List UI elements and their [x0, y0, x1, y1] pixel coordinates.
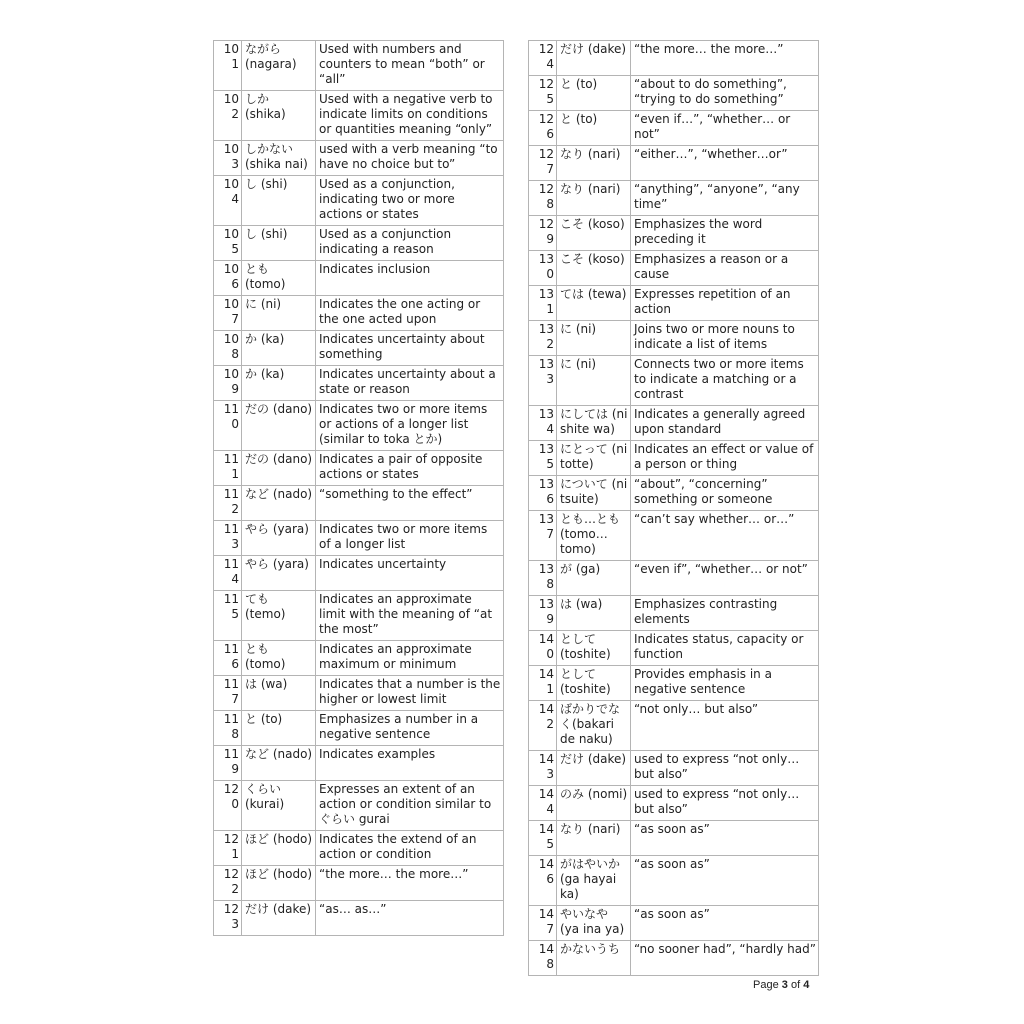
- row-number: 118: [214, 711, 242, 746]
- page-footer: [753, 979, 809, 991]
- meaning-cell: “about to do something”, “trying to do something”: [631, 76, 819, 111]
- table-row: [214, 366, 504, 401]
- meaning-cell: Expresses an extent of an action or condition similar to ぐらい gurai: [316, 781, 504, 831]
- meaning-cell: Joins two or more nouns to indicate a list of items: [631, 321, 819, 356]
- meaning-cell: Indicates an approximate maximum or minimum: [316, 641, 504, 676]
- table-row: [214, 521, 504, 556]
- table-row: [529, 666, 819, 701]
- row-number: 140: [529, 631, 557, 666]
- meaning-cell: Emphasizes a number in a negative sentence: [316, 711, 504, 746]
- meaning-cell: Indicates inclusion: [316, 261, 504, 296]
- meaning-cell: “either…”, “whether…or”: [631, 146, 819, 181]
- particle-cell: やいなや (ya ina ya): [557, 906, 631, 941]
- table-row: [529, 701, 819, 751]
- row-number: 137: [529, 511, 557, 561]
- particle-cell: なり (nari): [557, 821, 631, 856]
- particle-cell: は (wa): [242, 676, 316, 711]
- particle-cell: し (shi): [242, 226, 316, 261]
- meaning-cell: Used with a negative verb to indicate limits on conditions or quantities meaning “only”: [316, 91, 504, 141]
- table-row: [214, 781, 504, 831]
- particle-cell: など (nado): [242, 746, 316, 781]
- particle-cell: だけ (dake): [557, 751, 631, 786]
- meaning-cell: Indicates uncertainty: [316, 556, 504, 591]
- meaning-cell: “as… as…”: [316, 901, 504, 936]
- table-row: [529, 146, 819, 181]
- meaning-cell: “can’t say whether… or…”: [631, 511, 819, 561]
- table-row: [214, 331, 504, 366]
- row-number: 138: [529, 561, 557, 596]
- table-row: [214, 401, 504, 451]
- meaning-cell: “as soon as”: [631, 821, 819, 856]
- table-row: [529, 251, 819, 286]
- table-row: [214, 866, 504, 901]
- table-row: [214, 746, 504, 781]
- particle-cell: など (nado): [242, 486, 316, 521]
- particle-cell: として (toshite): [557, 666, 631, 701]
- table-row: [529, 906, 819, 941]
- table-row: [529, 941, 819, 976]
- particle-cell: にしては (ni shite wa): [557, 406, 631, 441]
- table-row: [529, 596, 819, 631]
- row-number: 111: [214, 451, 242, 486]
- row-number: 134: [529, 406, 557, 441]
- table-row: [214, 176, 504, 226]
- table-row: [529, 111, 819, 146]
- row-number: 130: [529, 251, 557, 286]
- row-number: 141: [529, 666, 557, 701]
- table-row: [214, 901, 504, 936]
- page-word: Page: [753, 979, 779, 991]
- row-number: 112: [214, 486, 242, 521]
- particle-cell: と (to): [557, 111, 631, 146]
- particle-cell: と (to): [242, 711, 316, 746]
- meaning-cell: “even if”, “whether… or not”: [631, 561, 819, 596]
- meaning-cell: Indicates an approximate limit with the meaning of “at the most”: [316, 591, 504, 641]
- particles-table-right: [528, 40, 819, 976]
- table-row: [529, 406, 819, 441]
- row-number: 131: [529, 286, 557, 321]
- table-row: [529, 476, 819, 511]
- meaning-cell: Indicates uncertainty about something: [316, 331, 504, 366]
- meaning-cell: “anything”, “anyone”, “any time”: [631, 181, 819, 216]
- particle-cell: ながら (nagara): [242, 41, 316, 91]
- meaning-cell: “not only… but also”: [631, 701, 819, 751]
- particle-cell: か (ka): [242, 331, 316, 366]
- table-row: [214, 641, 504, 676]
- row-number: 105: [214, 226, 242, 261]
- particle-cell: しか (shika): [242, 91, 316, 141]
- particle-cell: とも (tomo): [242, 261, 316, 296]
- row-number: 136: [529, 476, 557, 511]
- meaning-cell: “no sooner had”, “hardly had”: [631, 941, 819, 976]
- meaning-cell: Indicates the extend of an action or condition: [316, 831, 504, 866]
- table-row: [214, 296, 504, 331]
- row-number: 148: [529, 941, 557, 976]
- particle-cell: だけ (dake): [557, 41, 631, 76]
- row-number: 128: [529, 181, 557, 216]
- table-row: [214, 711, 504, 746]
- row-number: 147: [529, 906, 557, 941]
- table-row: [214, 676, 504, 711]
- table-row: [214, 226, 504, 261]
- particle-cell: くらい (kurai): [242, 781, 316, 831]
- row-number: 135: [529, 441, 557, 476]
- table-row: [529, 631, 819, 666]
- table-row: [214, 451, 504, 486]
- particle-cell: なり (nari): [557, 181, 631, 216]
- particle-cell: は (wa): [557, 596, 631, 631]
- row-number: 119: [214, 746, 242, 781]
- meaning-cell: “about”, “concerning” something or someone: [631, 476, 819, 511]
- meaning-cell: “the more… the more…”: [631, 41, 819, 76]
- row-number: 121: [214, 831, 242, 866]
- table-body-right: [529, 41, 819, 976]
- particle-cell: だの (dano): [242, 451, 316, 486]
- table-row: [529, 216, 819, 251]
- particle-cell: こそ (koso): [557, 251, 631, 286]
- table-row: [529, 786, 819, 821]
- particle-cell: か (ka): [242, 366, 316, 401]
- row-number: 102: [214, 91, 242, 141]
- particle-cell: について (ni tsuite): [557, 476, 631, 511]
- table-row: [214, 591, 504, 641]
- row-number: 142: [529, 701, 557, 751]
- table-row: [529, 41, 819, 76]
- row-number: 116: [214, 641, 242, 676]
- meaning-cell: Indicates a pair of opposite actions or states: [316, 451, 504, 486]
- table-row: [529, 321, 819, 356]
- row-number: 104: [214, 176, 242, 226]
- table-row: [529, 286, 819, 321]
- row-number: 139: [529, 596, 557, 631]
- row-number: 129: [529, 216, 557, 251]
- row-number: 133: [529, 356, 557, 406]
- meaning-cell: “as soon as”: [631, 906, 819, 941]
- row-number: 123: [214, 901, 242, 936]
- row-number: 122: [214, 866, 242, 901]
- particle-cell: こそ (koso): [557, 216, 631, 251]
- row-number: 115: [214, 591, 242, 641]
- meaning-cell: “the more… the more…”: [316, 866, 504, 901]
- particle-cell: として (toshite): [557, 631, 631, 666]
- particles-table-left: [213, 40, 504, 936]
- row-number: 101: [214, 41, 242, 91]
- particle-cell: ては (tewa): [557, 286, 631, 321]
- meaning-cell: Indicates examples: [316, 746, 504, 781]
- meaning-cell: Indicates uncertainty about a state or reason: [316, 366, 504, 401]
- row-number: 114: [214, 556, 242, 591]
- particle-cell: ほど (hodo): [242, 866, 316, 901]
- row-number: 146: [529, 856, 557, 906]
- particle-cell: とも (tomo): [242, 641, 316, 676]
- table-body-left: [214, 41, 504, 936]
- table-row: [529, 356, 819, 406]
- particle-cell: し (shi): [242, 176, 316, 226]
- row-number: 132: [529, 321, 557, 356]
- row-number: 117: [214, 676, 242, 711]
- particle-cell: やら (yara): [242, 556, 316, 591]
- meaning-cell: Indicates status, capacity or function: [631, 631, 819, 666]
- table-row: [214, 141, 504, 176]
- page-total: 4: [803, 979, 810, 991]
- particle-cell: に (ni): [557, 356, 631, 406]
- particle-cell: やら (yara): [242, 521, 316, 556]
- meaning-cell: Used as a conjunction indicating a reason: [316, 226, 504, 261]
- particle-cell: と (to): [557, 76, 631, 111]
- table-row: [214, 91, 504, 141]
- particle-cell: ばかりでなく(bakari de naku): [557, 701, 631, 751]
- row-number: 106: [214, 261, 242, 296]
- particle-cell: ても (temo): [242, 591, 316, 641]
- of-word: of: [790, 979, 801, 991]
- particle-cell: がはやいか (ga hayai ka): [557, 856, 631, 906]
- meaning-cell: Connects two or more items to indicate a matching or a contrast: [631, 356, 819, 406]
- table-row: [529, 76, 819, 111]
- particle-cell: なり (nari): [557, 146, 631, 181]
- row-number: 108: [214, 331, 242, 366]
- meaning-cell: used to express “not only…but also”: [631, 751, 819, 786]
- row-number: 110: [214, 401, 242, 451]
- particle-cell: に (ni): [557, 321, 631, 356]
- row-number: 103: [214, 141, 242, 176]
- row-number: 113: [214, 521, 242, 556]
- table-row: [529, 856, 819, 906]
- meaning-cell: Emphasizes the word preceding it: [631, 216, 819, 251]
- row-number: 145: [529, 821, 557, 856]
- meaning-cell: Indicates two or more items or actions of a longer list (similar to toka とか): [316, 401, 504, 451]
- row-number: 126: [529, 111, 557, 146]
- particle-cell: とも…とも (tomo… tomo): [557, 511, 631, 561]
- meaning-cell: Indicates a generally agreed upon standard: [631, 406, 819, 441]
- table-row: [529, 821, 819, 856]
- particle-cell: ほど (hodo): [242, 831, 316, 866]
- meaning-cell: Emphasizes contrasting elements: [631, 596, 819, 631]
- particle-cell: だけ (dake): [242, 901, 316, 936]
- particle-cell: にとって (ni totte): [557, 441, 631, 476]
- table-row: [529, 561, 819, 596]
- row-number: 107: [214, 296, 242, 331]
- meaning-cell: used to express “not only…but also”: [631, 786, 819, 821]
- row-number: 127: [529, 146, 557, 181]
- row-number: 120: [214, 781, 242, 831]
- table-row: [529, 751, 819, 786]
- meaning-cell: “something to the effect”: [316, 486, 504, 521]
- row-number: 124: [529, 41, 557, 76]
- meaning-cell: Used with numbers and counters to mean “both” or “all”: [316, 41, 504, 91]
- table-row: [214, 261, 504, 296]
- particle-cell: に (ni): [242, 296, 316, 331]
- table-row: [214, 556, 504, 591]
- meaning-cell: Expresses repetition of an action: [631, 286, 819, 321]
- row-number: 109: [214, 366, 242, 401]
- table-row: [529, 181, 819, 216]
- page-number: 3: [781, 979, 788, 991]
- table-row: [214, 41, 504, 91]
- table-row: [529, 511, 819, 561]
- particle-cell: だの (dano): [242, 401, 316, 451]
- table-row: [529, 441, 819, 476]
- particle-cell: しかない (shika nai): [242, 141, 316, 176]
- meaning-cell: Used as a conjunction, indicating two or more actions or states: [316, 176, 504, 226]
- particle-cell: のみ (nomi): [557, 786, 631, 821]
- meaning-cell: Indicates the one acting or the one acted upon: [316, 296, 504, 331]
- table-row: [214, 831, 504, 866]
- meaning-cell: “even if…”, “whether… or not”: [631, 111, 819, 146]
- meaning-cell: Indicates two or more items of a longer list: [316, 521, 504, 556]
- table-row: [214, 486, 504, 521]
- particle-cell: かないうち: [557, 941, 631, 976]
- particle-cell: が (ga): [557, 561, 631, 596]
- row-number: 144: [529, 786, 557, 821]
- meaning-cell: Indicates that a number is the higher or lowest limit: [316, 676, 504, 711]
- meaning-cell: Indicates an effect or value of a person or thing: [631, 441, 819, 476]
- meaning-cell: Emphasizes a reason or a cause: [631, 251, 819, 286]
- row-number: 143: [529, 751, 557, 786]
- meaning-cell: used with a verb meaning “to have no choice but to”: [316, 141, 504, 176]
- meaning-cell: “as soon as”: [631, 856, 819, 906]
- row-number: 125: [529, 76, 557, 111]
- meaning-cell: Provides emphasis in a negative sentence: [631, 666, 819, 701]
